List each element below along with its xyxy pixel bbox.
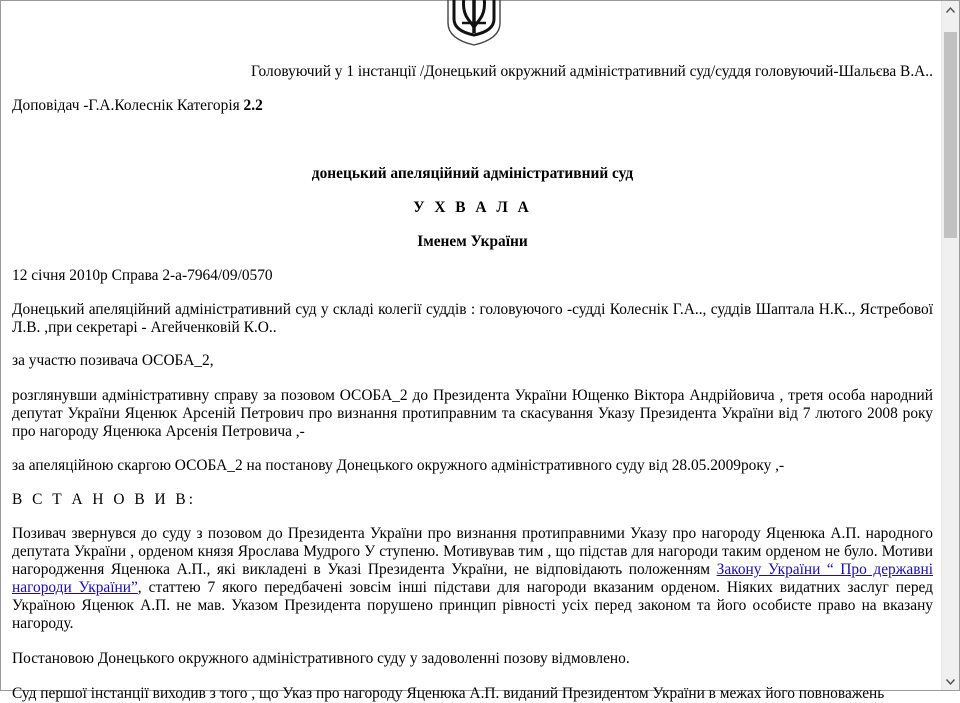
court-name-heading: донецький апеляційний адміністративний суд xyxy=(311,165,634,182)
established-heading: В С Т А Н О В И В: xyxy=(12,491,196,508)
appeal-paragraph: за апеляційною скаргою ОСОБА_2 на постанову Донецького окружного адміністративного суду від 28.05.2009року ,- xyxy=(12,457,785,474)
presiding-judge-line: Головуючий у 1 інстанції /Донецький окружний адміністративний суд/суддя головуючий-Шальєва В.А.. xyxy=(250,63,933,80)
scroll-up-arrow-icon xyxy=(946,7,955,13)
rapporteur-line xyxy=(12,97,933,115)
scroll-up-button[interactable] xyxy=(942,1,959,18)
in-name-of-ukraine-heading: Іменем України xyxy=(417,233,528,250)
document-type-heading: У Х В А Л А xyxy=(413,199,532,216)
scroll-down-button[interactable] xyxy=(942,673,959,690)
law-on-state-awards-link[interactable]: Закону України “ Про державні нагороди України” xyxy=(12,561,933,596)
vertical-scrollbar[interactable] xyxy=(941,1,959,690)
case-date-number-line: 12 січня 2010р Справа 2-а-7964/09/0570 xyxy=(12,267,273,284)
participation-paragraph: за участю позивача ОСОБА_2, xyxy=(12,352,214,369)
scroll-down-arrow-icon xyxy=(946,679,955,685)
court-panel-paragraph: Донецький апеляційний адміністративний суд у складі колегії суддів : головуючого -судді Колеснік Г.А.., суддів Шаптала Н.К.., Ястребової Л.В. ,при секретарі - Агейченковій К.О.. xyxy=(12,301,933,336)
scrollbar-thumb[interactable] xyxy=(944,32,957,238)
ruling-paragraph: Постановою Донецького окружного адміністративного суду у задоволенні позову відмовлено. xyxy=(12,650,630,667)
rapporteur-text: Доповідач -Г.А.Колеснік Категорія xyxy=(12,97,244,114)
claim-text-part2: , статтею 7 якого передбачені зовсім інші підстави для нагороди вказаним орденом. Ніяких видатних заслуг перед Україною Яценюк А.П. не мав. Указом Президента порушено принцип рівності усіх перед законом та його особисте право на вказану нагороду. xyxy=(12,579,933,632)
claim-paragraph xyxy=(12,525,933,633)
case-considered-paragraph: розглянувши адміністративну справу за позовом ОСОБА_2 до Президента України Ющенко Віктора Андрійовича , третя особа народний депутат України Яценюк Арсеній Петрович про визнання протиправним та скасування Указу Президента України від 7 лютого 2008 року про нагороду Яценюка Арсенія Петровича ,- xyxy=(12,387,933,440)
trident-coat-of-arms-icon xyxy=(442,0,506,45)
cutoff-paragraph: Суд першої інстанції виходив з того , що Указ про нагороду Яценюка А.П. виданий Президентом України в межах його повноважень xyxy=(12,685,885,702)
claim-text-part1: Позивач звернувся до суду з позовом до Президента України про визнання протиправними Указу про нагороду Яценюка А.П. народного депутата України , орденом князя Ярослава Мудрого У ступеню. Мотивував тим , що підстав для нагороди таким орденом не було. Мотиви нагородження Яценюка А.П., які викладені в Указі Президента України, не відповідають положенням xyxy=(12,525,933,578)
category-value: 2.2 xyxy=(243,97,263,114)
document-content xyxy=(12,1,933,702)
